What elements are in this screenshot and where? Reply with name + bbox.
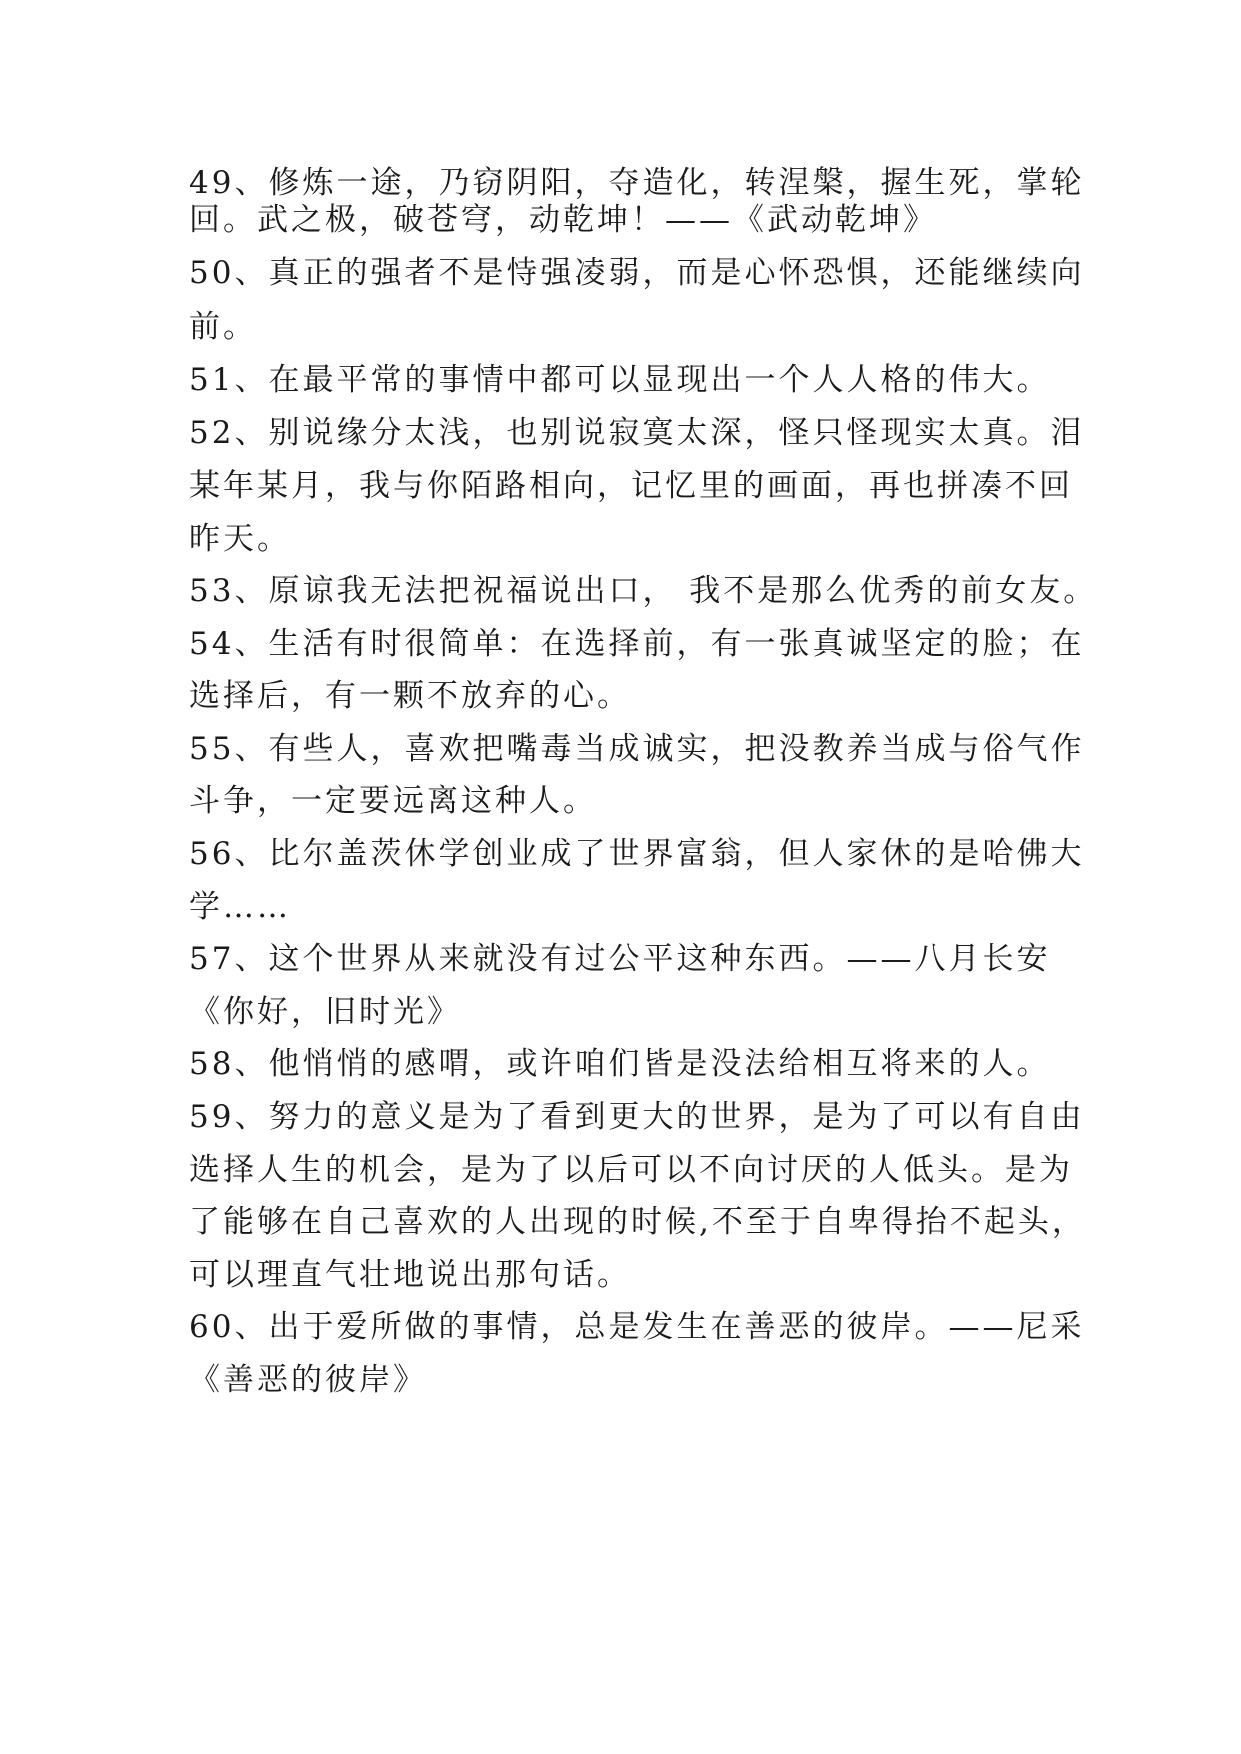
- text-line: 49、修炼一途，乃窃阴阳，夺造化，转涅槃，握生死，掌轮: [189, 165, 1085, 201]
- text-line: 选择人生的机会，是为了以后可以不向讨厌的人低头。是为: [189, 1152, 1073, 1188]
- text-line: 54、生活有时很简单：在选择前，有一张真诚坚定的脸；在: [189, 626, 1085, 662]
- text-line: 《善恶的彼岸》: [189, 1362, 427, 1398]
- text-line: 斗争，一定要远离这种人。: [189, 783, 597, 819]
- text-line: 前。: [189, 309, 257, 345]
- text-line: 可以理直气壮地说出那句话。: [189, 1257, 631, 1293]
- text-line: 55、有些人，喜欢把嘴毒当成诚实，把没教养当成与俗气作: [189, 731, 1085, 767]
- text-line: 59、努力的意义是为了看到更大的世界，是为了可以有自由: [189, 1099, 1085, 1135]
- text-line: 昨天。: [189, 521, 291, 557]
- text-line: 选择后，有一颗不放弃的心。: [189, 678, 631, 714]
- text-line: 学……: [189, 889, 291, 925]
- text-line: 回。武之极，破苍穹，动乾坤！——《武动乾坤》: [189, 202, 937, 238]
- text-line: 某年某月，我与你陌路相向，记忆里的画面，再也拼凑不回: [189, 468, 1073, 504]
- text-line: 《你好，旧时光》: [189, 994, 461, 1030]
- text-line: 51、在最平常的事情中都可以显现出一个人人格的伟大。: [189, 362, 1051, 398]
- text-line: 50、真正的强者不是恃强凌弱，而是心怀恐惧，还能继续向: [189, 255, 1085, 291]
- text-line: 57、这个世界从来就没有过公平这种东西。——八月长安: [189, 941, 1051, 977]
- text-line: 了能够在自己喜欢的人出现的时候,不至于自卑得抬不起头，: [189, 1204, 1086, 1240]
- text-line: 53、原谅我无法把祝福说出口， 我不是那么优秀的前女友。: [189, 573, 1098, 609]
- text-line: 58、他悄悄的感喟，或许咱们皆是没法给相互将来的人。: [189, 1046, 1051, 1082]
- text-line: 60、出于爱所做的事情，总是发生在善恶的彼岸。——尼采: [189, 1309, 1085, 1345]
- text-line: 56、比尔盖茨休学创业成了世界富翁，但人家休的是哈佛大: [189, 836, 1085, 872]
- text-line: 52、别说缘分太浅，也别说寂寞太深，怪只怪现实太真。泪: [189, 415, 1085, 451]
